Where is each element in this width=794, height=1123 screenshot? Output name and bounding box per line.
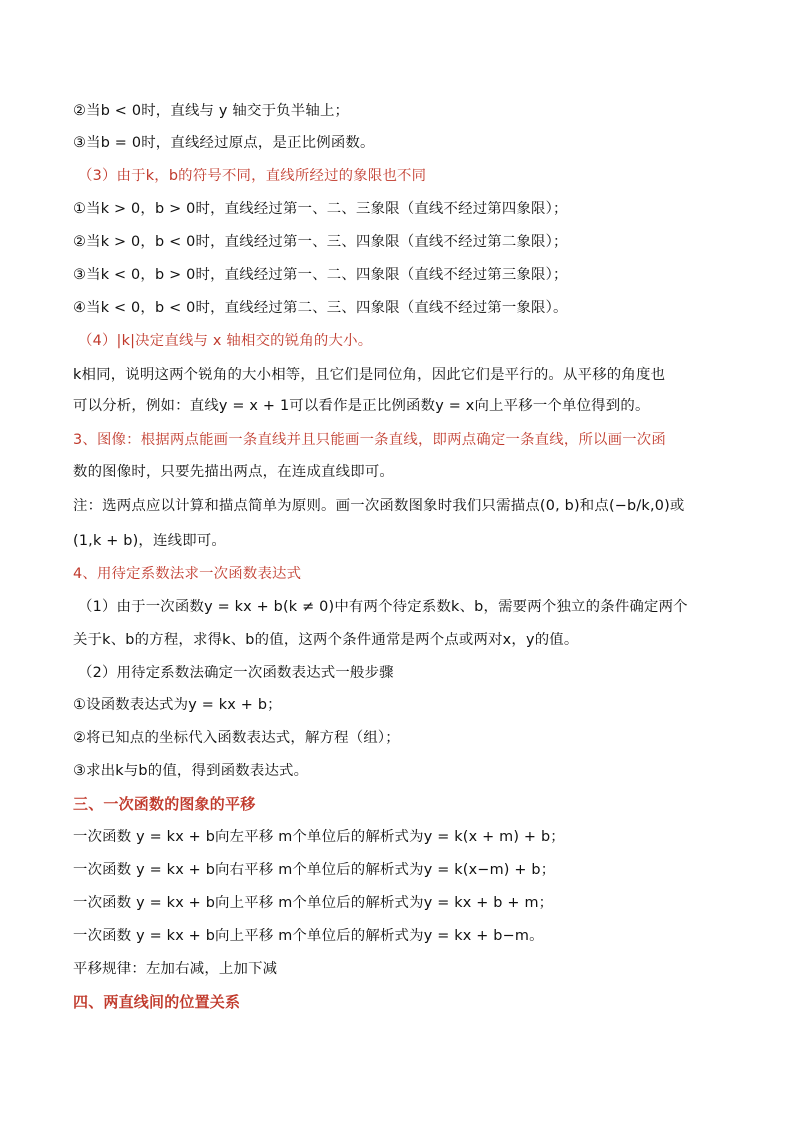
subsection-heading: （4）|k|决定直线与 x 轴相交的锐角的大小。 (78, 333, 373, 349)
text-line: ③当b = 0时，直线经过原点，是正比例函数。 (73, 135, 375, 151)
text-line: ③当k < 0，b > 0时，直线经过第一、二、四象限（直线不经过第三象限）； (73, 267, 568, 283)
text-line: ①设函数表达式为y = kx + b； (73, 697, 282, 713)
text-line: 一次函数 y = kx + b向上平移 m个单位后的解析式为y = kx + b−m。 (73, 928, 544, 944)
text-line: ②当k > 0，b < 0时，直线经过第一、三、四象限（直线不经过第二象限）； (73, 234, 568, 250)
section-heading: 三、一次函数的图象的平移 (73, 795, 256, 813)
text-line: 可以分析，例如：直线y = x + 1可以看作是正比例函数y = x向上平移一个单位得到的。 (73, 398, 650, 414)
text-line: 一次函数 y = kx + b向左平移 m个单位后的解析式为y = k(x + m) + b； (73, 829, 565, 845)
text-line: 一次函数 y = kx + b向右平移 m个单位后的解析式为y = k(x−m) + b； (73, 862, 556, 878)
text-line: ②当b < 0时，直线与 y 轴交于负半轴上； (73, 103, 350, 119)
text-line: (1,k + b)，连线即可。 (73, 533, 226, 549)
text-line: 一次函数 y = kx + b向上平移 m个单位后的解析式为y = kx + b + m； (73, 895, 554, 911)
subsection-heading: 3、图像：根据两点能画一条直线并且只能画一条直线，即两点确定一条直线，所以画一次函 (73, 432, 666, 448)
text-line: （1）由于一次函数y = kx + b(k ≠ 0)中有两个待定系数k、b，需要两个独立的条件确定两个 (78, 599, 688, 615)
subsection-heading: 4、用待定系数法求一次函数表达式 (73, 566, 302, 582)
text-line: 平移规律：左加右减，上加下减 (73, 961, 278, 977)
text-line: ①当k > 0，b > 0时，直线经过第一、二、三象限（直线不经过第四象限）； (73, 201, 568, 217)
text-line: 关于k、b的方程，求得k、b的值，这两个条件通常是两个点或两对x，y的值。 (73, 632, 579, 648)
text-line: 注：选两点应以计算和描点简单为原则。画一次函数图象时我们只需描点(0, b)和点(−b/k,0)或 (73, 498, 685, 514)
text-line: k相同，说明这两个锐角的大小相等，且它们是同位角，因此它们是平行的。从平移的角度也 (73, 367, 666, 383)
text-line: 数的图像时，只要先描出两点，在连成直线即可。 (73, 464, 394, 480)
section-heading: 四、两直线间的位置关系 (73, 993, 241, 1011)
text-line: ④当k < 0，b < 0时，直线经过第二、三、四象限（直线不经过第一象限）。 (73, 300, 568, 316)
text-line: （2）用待定系数法确定一次函数表达式一般步骤 (78, 665, 394, 681)
text-line: ③求出k与b的值，得到函数表达式。 (73, 763, 309, 779)
subsection-heading: （3）由于k，b的符号不同，直线所经过的象限也不同 (78, 168, 427, 184)
text-line: ②将已知点的坐标代入函数表达式，解方程（组）； (73, 730, 400, 746)
